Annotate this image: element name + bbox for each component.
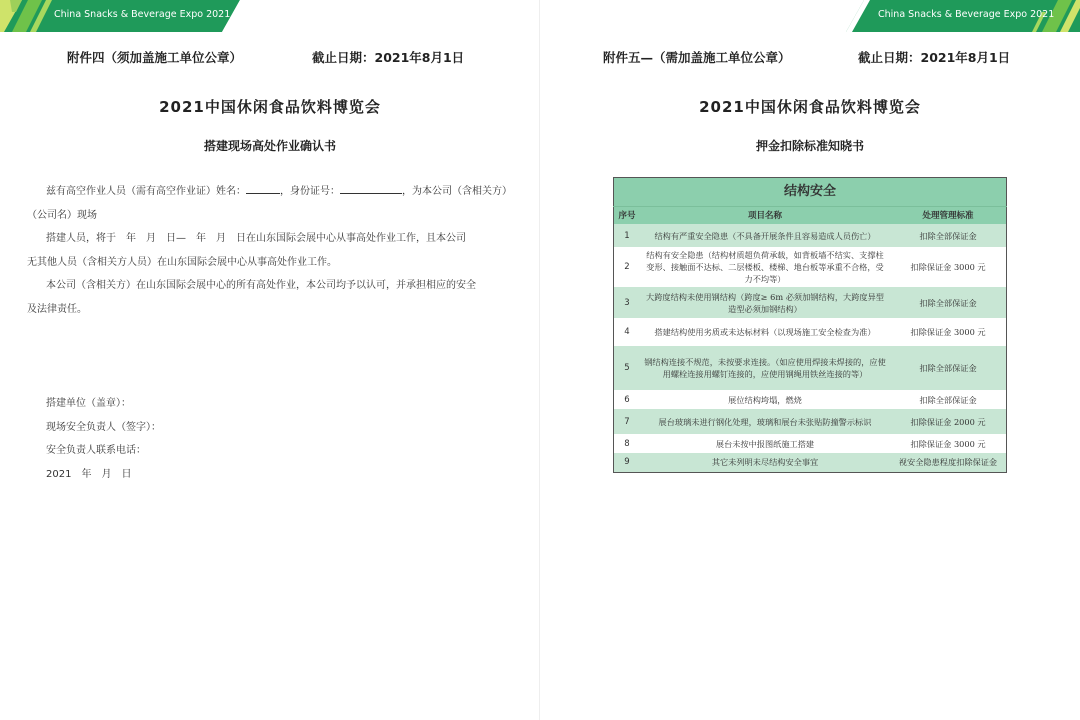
table-row	[614, 390, 1007, 409]
sign-person-label: 现场安全负责人（签字）：	[46, 421, 161, 433]
row-no: 2	[614, 247, 641, 287]
deadline-label: 截止日期：2021年8月1日	[312, 50, 465, 65]
table-row	[614, 346, 1007, 390]
table-row	[614, 224, 1007, 247]
name-blank[interactable]	[246, 181, 280, 194]
row-no: 1	[614, 224, 641, 247]
document-subtitle: 押金扣除标准知晓书	[755, 139, 864, 153]
body-text: （公司名）现场	[27, 209, 97, 221]
confirmation-body	[27, 180, 527, 321]
deadline-label: 截止日期：2021年8月1日	[858, 50, 1011, 65]
row-standard: 扣除全部保证金	[890, 346, 1007, 390]
body-text: ，身份证号：	[280, 186, 340, 197]
document-title: 2021中国休闲食品饮料博览会	[159, 98, 381, 116]
table-row	[614, 409, 1007, 434]
row-item: 结构有安全隐患（结构材质超负荷承载，如背板墙不结实、支撑柱变形、接触面不达标、二层楼板、楼梯、地台板等承重不合格，受力不均等）	[640, 247, 890, 287]
row-item: 展位结构垮塌，燃烧	[640, 390, 890, 409]
col-header-item: 项目名称	[640, 207, 890, 225]
table-row	[614, 247, 1007, 287]
document-subtitle: 搭建现场高处作业确认书	[203, 139, 336, 153]
row-standard: 扣除保证金 2000 元	[890, 409, 1007, 434]
row-item: 结构有严重安全隐患（不具备开展条件且容易造成人员伤亡）	[640, 224, 890, 247]
row-standard: 扣除保证金 3000 元	[890, 247, 1007, 287]
row-item: 展台未按中报图纸施工搭建	[640, 434, 890, 453]
table-row	[614, 434, 1007, 453]
row-item: 钢结构连接不规范，未按要求连接。（如应使用焊接未焊接的，应使用螺栓连接用螺钉连接的，应使用钢绳用铁丝连接的等）	[640, 346, 890, 390]
document-title: 2021中国休闲食品饮料博览会	[699, 98, 921, 116]
row-item: 展台玻璃未进行钢化处理，玻璃和展台未张贴防撞警示标识	[640, 409, 890, 434]
sign-unit-label: 搭建单位（盖章）：	[46, 398, 131, 409]
row-no: 3	[614, 287, 641, 318]
signature-block	[46, 392, 161, 486]
expo-name: China Snacks & Beverage Expo 2021	[54, 9, 231, 20]
sign-date-label: 2021 年 月 日	[46, 468, 132, 480]
body-text: 本公司（含相关方）在山东国际会展中心的所有高处作业，本公司均予以认可，并承担相应的安全	[46, 280, 476, 291]
row-standard: 扣除全部保证金	[890, 390, 1007, 409]
table-row	[614, 453, 1007, 472]
right-page	[540, 0, 1080, 720]
row-item: 大跨度结构未使用钢结构（跨度≥ 6m 必须加钢结构，大跨度异型造型必须加钢结构）	[640, 287, 890, 318]
body-text: ，为本公司（含相关方）	[402, 186, 512, 197]
expo-name: China Snacks & Beverage Expo 2021	[878, 9, 1055, 20]
row-no: 6	[614, 390, 641, 409]
sign-phone-label: 安全负责人联系电话：	[46, 445, 146, 456]
row-no: 9	[614, 453, 641, 472]
col-header-standard: 处理管理标准	[890, 207, 1007, 225]
table-row	[614, 287, 1007, 318]
row-standard: 扣除保证金 3000 元	[890, 434, 1007, 453]
row-no: 4	[614, 318, 641, 346]
row-no: 8	[614, 434, 641, 453]
col-header-no: 序号	[614, 207, 641, 225]
body-text: 兹有高空作业人员（需有高空作业证）姓名：	[46, 186, 246, 197]
id-number-blank[interactable]	[340, 181, 402, 194]
body-text: 及法律责任。	[27, 303, 87, 315]
attachment-label: 附件五—（需加盖施工单位公章）	[603, 50, 791, 65]
row-standard: 扣除全部保证金	[890, 287, 1007, 318]
row-no: 5	[614, 346, 641, 390]
row-no: 7	[614, 409, 641, 434]
row-item: 搭建结构使用劣质或未达标材料（以现场施工安全检查为准）	[640, 318, 890, 346]
row-standard: 扣除保证金 3000 元	[890, 318, 1007, 346]
row-standard: 视安全隐患程度扣除保证金	[890, 453, 1007, 472]
table-row	[614, 318, 1007, 346]
expo-banner-left	[0, 0, 240, 32]
row-item: 其它未列明未尽结构安全事宜	[640, 453, 890, 472]
attachment-label: 附件四（须加盖施工单位公章）	[67, 50, 243, 65]
body-text: 无其他人员（含相关方人员）在山东国际会展中心从事高处作业工作。	[27, 256, 337, 268]
expo-banner-right	[846, 0, 1080, 32]
body-text: 搭建人员，将于 年 月 日— 年 月 日在山东国际会展中心从事高处作业工作，且本公司	[46, 233, 466, 244]
table-caption: 结构安全	[614, 178, 1007, 207]
row-standard: 扣除全部保证金	[890, 224, 1007, 247]
deduction-table	[613, 177, 1007, 473]
